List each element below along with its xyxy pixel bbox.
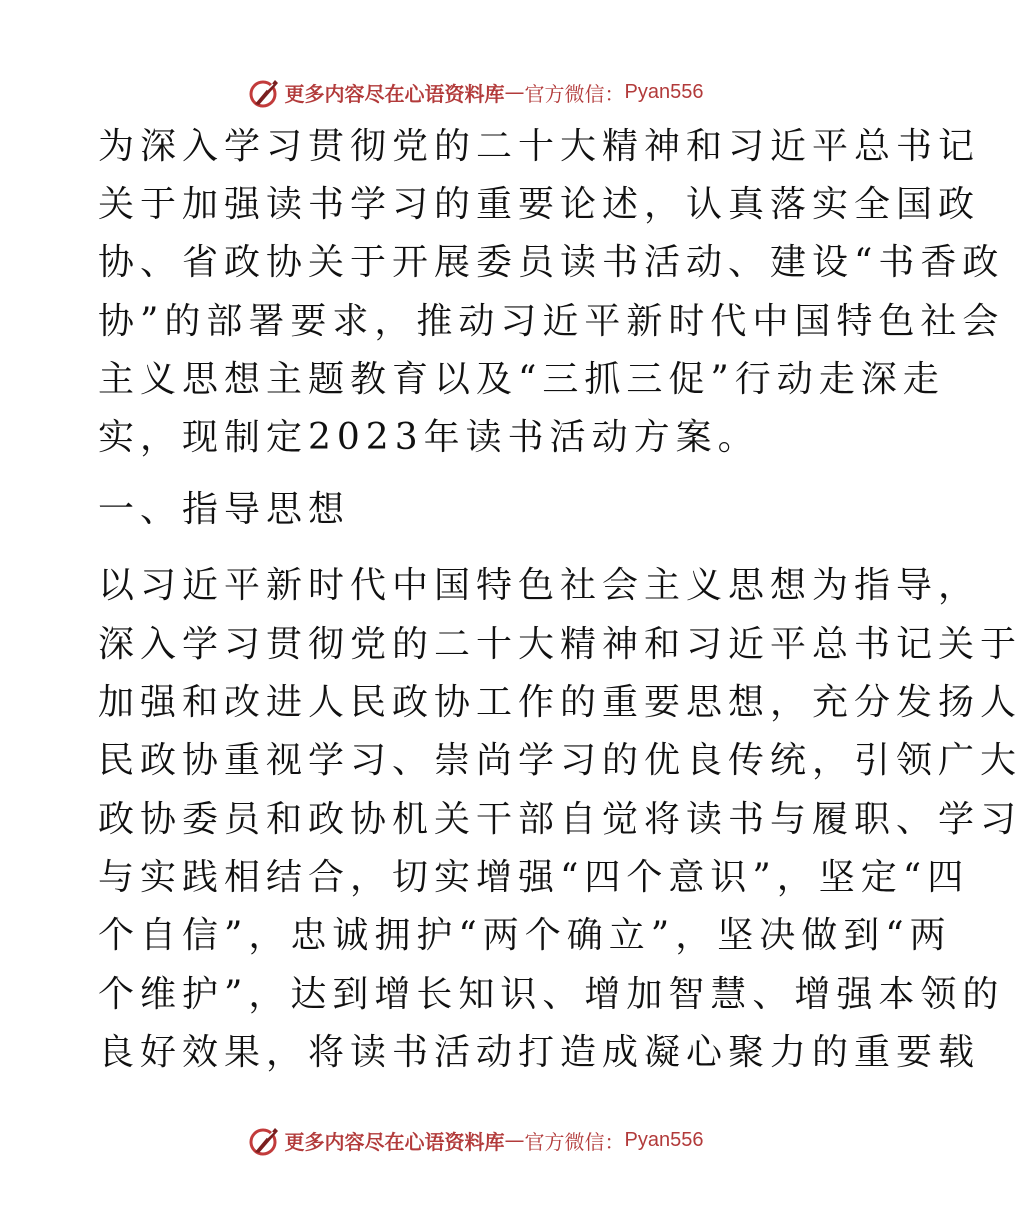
section-heading: 一、指导思想: [98, 489, 351, 530]
paragraph-line: 深入学习贯彻党的二十大精神和习近平总书记关于: [98, 624, 1022, 665]
paragraph-line: 主义思想主题教育以及“三抓三促”行动走深走: [98, 359, 945, 400]
paragraph-line: 关于加强读书学习的重要论述，认真落实全国政: [98, 184, 981, 225]
paragraph-line: 民政协重视学习、崇尚学习的优良传统，引领广大: [98, 740, 1022, 781]
paragraph-line: 加强和改进人民政协工作的重要思想，充分发扬人: [98, 682, 1022, 723]
watermark-contact-id: Pyan556: [624, 80, 704, 103]
watermark-brand: 更多内容尽在心语资料库: [284, 81, 505, 106]
paragraph-line: 个自信”，忠诚拥护“两个确立”，坚决做到“两: [98, 915, 952, 956]
paragraph-line: 与实践相结合，切实增强“四个意识”，坚定“四: [98, 857, 970, 898]
footer-watermark: [0, 1120, 950, 1160]
paragraph-line: 实，现制定2023年读书活动方案。: [98, 417, 760, 458]
paragraph-line: 政协委员和政协机关干部自觉将读书与履职、学习: [98, 799, 1022, 840]
header-watermark: [0, 72, 950, 112]
watermark-contact-label: 官方微信：: [524, 1129, 625, 1154]
paragraph-line: 协”的部署要求，推动习近平新时代中国特色社会: [98, 301, 1005, 342]
paragraph-line: 协、省政协关于开展委员读书活动、建设“书香政: [98, 242, 1005, 283]
quill-logo-icon: [247, 1122, 283, 1158]
watermark-dash: —: [504, 80, 525, 104]
quill-logo-icon: [247, 74, 283, 110]
watermark-brand: 更多内容尽在心语资料库: [284, 1129, 505, 1154]
watermark-contact-label: 官方微信：: [524, 81, 625, 106]
paragraph-line: 为深入学习贯彻党的二十大精神和习近平总书记: [98, 126, 981, 167]
watermark-contact-id: Pyan556: [624, 1128, 704, 1151]
watermark-dash: —: [504, 1128, 525, 1152]
paragraph-line: 良好效果，将读书活动打造成凝心聚力的重要载: [98, 1032, 981, 1073]
paragraph-line: 以习近平新时代中国特色社会主义思想为指导，: [98, 565, 981, 606]
paragraph-line: 个维护”，达到增长知识、增加智慧、增强本领的: [98, 974, 1005, 1015]
